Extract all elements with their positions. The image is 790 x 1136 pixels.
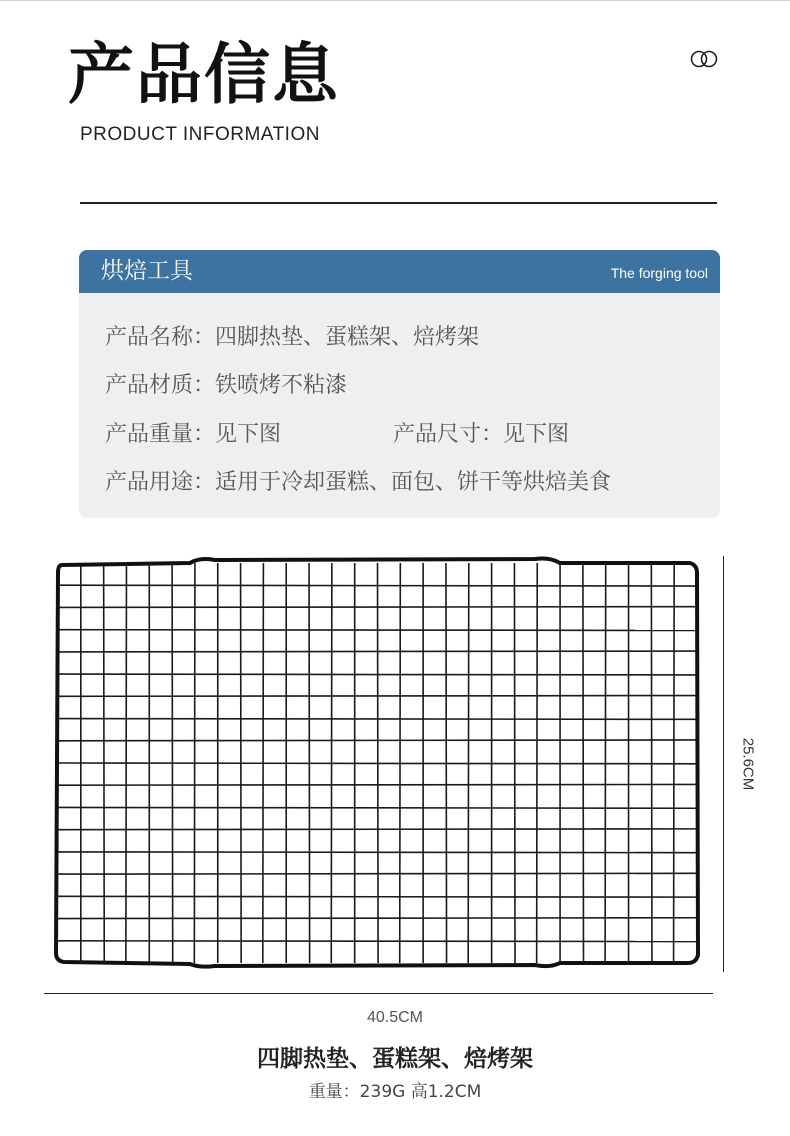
- top-divider: [0, 0, 790, 1]
- height-dimension: 25.6CM: [739, 737, 757, 791]
- spec-card-subtitle: The forging tool: [610, 265, 708, 281]
- spec-row-usage: [105, 465, 611, 496]
- spec-row-name: [105, 320, 479, 351]
- spec-card-title: 烘焙工具: [101, 258, 193, 284]
- spec-row-weight: [105, 417, 281, 448]
- spec-label: 产品尺寸：: [393, 422, 504, 447]
- spec-card-header: [79, 250, 720, 293]
- spec-value: 见下图: [503, 422, 570, 447]
- header-divider: [80, 202, 717, 204]
- height-dimension-line: [723, 556, 724, 972]
- spec-label: 产品用途：: [105, 470, 216, 495]
- spec-value: 铁喷烤不粘漆: [215, 373, 348, 398]
- spec-card: [79, 250, 720, 518]
- width-dimension-line: [44, 993, 713, 994]
- spec-row-size: [393, 417, 569, 448]
- spec-label: 产品名称：: [105, 325, 216, 350]
- spec-value: 四脚热垫、蛋糕架、焙烤架: [215, 325, 480, 350]
- spec-label: 产品重量：: [105, 422, 216, 447]
- page-title: 产品信息: [68, 36, 340, 113]
- page-subtitle: PRODUCT INFORMATION: [80, 124, 320, 145]
- spec-value: 见下图: [215, 422, 282, 447]
- spec-row-material: [105, 368, 347, 399]
- product-caption-title: 四脚热垫、蛋糕架、焙烤架: [257, 1046, 533, 1072]
- spec-value: 适用于冷却蛋糕、面包、饼干等烘焙美食: [215, 470, 612, 495]
- width-dimension: 40.5CM: [366, 1009, 424, 1026]
- wire-cooling-rack-icon: [50, 555, 705, 975]
- spec-label: 产品材质：: [105, 373, 216, 398]
- double-ring-icon: [689, 49, 719, 69]
- product-caption-sub: 重量：239G 高1.2CM: [308, 1082, 482, 1102]
